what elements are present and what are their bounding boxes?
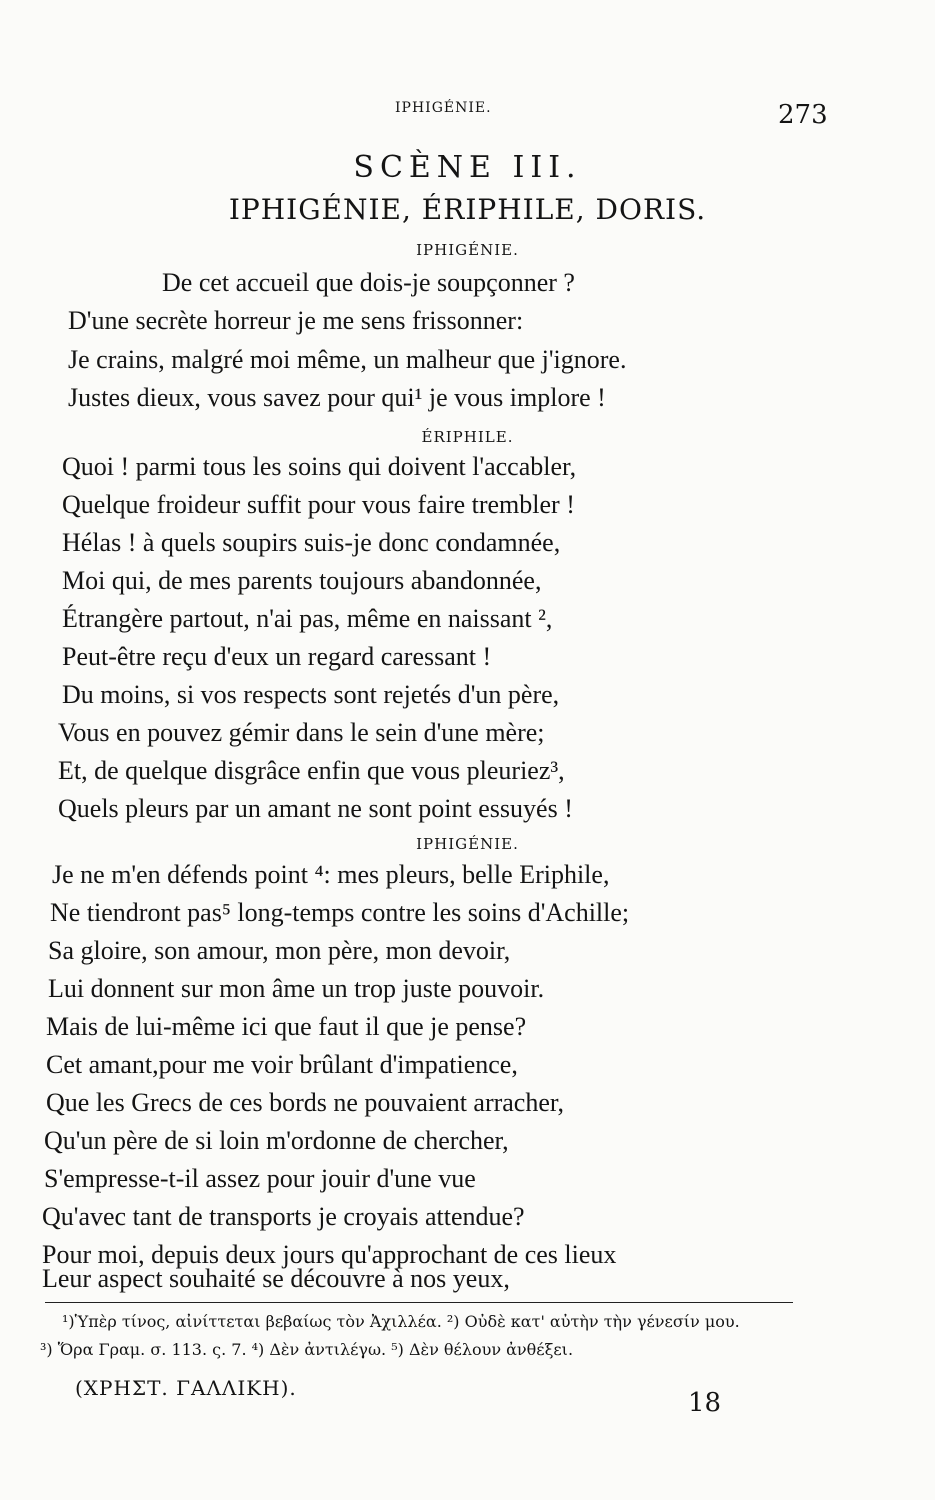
- speaker-label: IPHIGÉNIE.: [416, 835, 519, 853]
- verse-line: Moi qui, de mes parents toujours abandonnée,: [62, 566, 542, 595]
- running-title: IPHIGÉNIE.: [395, 100, 492, 116]
- verse-line: Leur aspect souhaité se découvre à nos yeux,: [42, 1264, 510, 1293]
- speaker-label: ÉRIPHILE.: [421, 428, 514, 446]
- verse-line: Quels pleurs par un amant ne sont point essuyés !: [58, 794, 573, 823]
- scene-title: SCÈNE III.: [353, 150, 582, 185]
- verse-line: Mais de lui-même ici que faut il que je pense?: [46, 1012, 527, 1041]
- series-title: (ΧΡΗΣΤ. ΓΑΛΛΙΚΗ).: [75, 1376, 297, 1400]
- verse-line: Hélas ! à quels soupirs suis-je donc condamnée,: [62, 528, 561, 557]
- verse-line: S'empresse-t-il assez pour jouir d'une vue: [44, 1164, 476, 1193]
- page-number: 273: [778, 100, 828, 130]
- verse-line: Étrangère partout, n'ai pas, même en naissant ²,: [62, 604, 553, 633]
- verse-line: Sa gloire, son amour, mon père, mon devoir,: [48, 936, 511, 965]
- verse-line: Justes dieux, vous savez pour qui¹ je vous implore !: [68, 383, 606, 412]
- footnote-divider: [45, 1302, 793, 1303]
- verse-line: Ne tiendront pas⁵ long-temps contre les soins d'Achille;: [50, 898, 630, 927]
- verse-line: Quoi ! parmi tous les soins qui doivent l'accabler,: [62, 452, 577, 481]
- verse-line: Je ne m'en défends point ⁴: mes pleurs, belle Eriphile,: [52, 860, 610, 889]
- verse-line: Vous en pouvez gémir dans le sein d'une mère;: [58, 718, 545, 747]
- footnote-line: ¹)Ὑπὲρ τίνος, αἰνίττεται βεβαίως τὸν Ἀχιλλέα. ²) Οὐδὲ κατ' αὐτὴν τὴν γένεσίν μου.: [62, 1312, 740, 1331]
- scene-characters: IPHIGÉNIE, ÉRIPHILE, DORIS.: [228, 193, 707, 226]
- verse-line: Pour moi, depuis deux jours qu'approchant de ces lieux: [42, 1240, 617, 1269]
- verse-line: Qu'avec tant de transports je croyais attendue?: [42, 1202, 525, 1231]
- verse-line: Du moins, si vos respects sont rejetés d'un père,: [62, 680, 560, 709]
- verse-line: D'une secrète horreur je me sens frissonner:: [68, 306, 524, 335]
- verse-line: Lui donnent sur mon âme un trop juste pouvoir.: [48, 974, 545, 1003]
- verse-line: Je crains, malgré moi même, un malheur que j'ignore.: [68, 345, 627, 374]
- speaker-label: IPHIGÉNIE.: [416, 241, 519, 259]
- verse-line: Cet amant,pour me voir brûlant d'impatience,: [46, 1050, 518, 1079]
- verse-line: Et, de quelque disgrâce enfin que vous pleuriez³,: [58, 756, 565, 785]
- signature-number: 18: [688, 1388, 722, 1418]
- footnote-line: ³) Ὅρα Γραμ. σ. 113. ς. 7. ⁴) Δὲν ἀντιλέγω. ⁵) Δὲν θέλουν ἀνθέξει.: [40, 1340, 574, 1359]
- verse-line: Que les Grecs de ces bords ne pouvaient arracher,: [46, 1088, 565, 1117]
- verse-line: De cet accueil que dois-je soupçonner ?: [162, 268, 575, 297]
- verse-line: Qu'un père de si loin m'ordonne de chercher,: [44, 1126, 509, 1155]
- verse-line: Quelque froideur suffit pour vous faire trembler !: [62, 490, 575, 519]
- verse-line: Peut-être reçu d'eux un regard caressant !: [62, 642, 492, 671]
